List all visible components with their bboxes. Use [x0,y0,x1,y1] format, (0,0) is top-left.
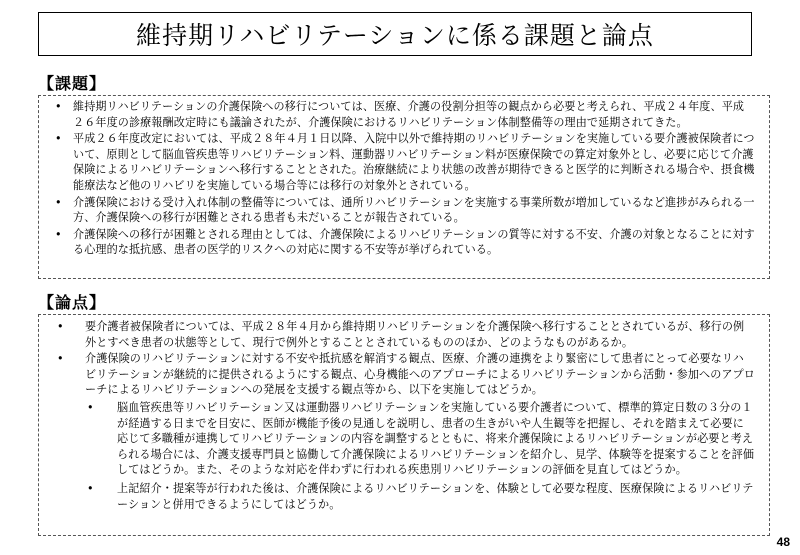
issue-item [55,131,755,193]
point-sublist [85,400,755,512]
page-title-text: 維持期リハビリテーションに係る課題と論点 [136,21,654,50]
issue-text: 維持期リハビリテーションの介護保険への移行については、医療、介護の役割分担等の観点から必要と考えられ、平成２４年度、平成２６年度の診療報酬改定時にも議論されたが、介護保険におけるリハビリテーション体制整備等の理由で延期されてきた。 [73,100,745,129]
bullet-icon: • [87,400,94,414]
point-subitem [85,481,755,512]
points-heading: 【論点】 [38,293,107,312]
issue-item [55,195,755,226]
issues-list [55,99,755,258]
issue-item [55,227,755,258]
issue-item [55,99,755,130]
bullet-icon: • [55,195,62,209]
page-title [38,12,752,56]
point-subitem [85,400,755,478]
bullet-icon: • [55,132,62,146]
bullet-icon: • [55,100,62,113]
issues-box [38,95,770,279]
issues-heading: 【課題】 [38,74,107,93]
point-item [55,351,755,512]
bullet-icon: • [57,352,64,366]
page-number: 48 [776,535,790,549]
issue-text: 介護保険への移行が困難とされる理由としては、介護保険によるリハビリテーションの質等に対する不安、介護の対象となることに対する心理的な抵抗感、患者の医学的リスクへの対応に関する不安等が挙げられている。 [73,227,755,257]
point-text: 介護保険のリハビリテーションに対する不安や抵抗感を解消する観点、医療、介護の連携をより緊密にして患者にとって必要なリハビリテーションが継続的に提供されるようにする観点、心身機能へのアプローチによるリハビリテーションから活動・参加へのアプローチによるリハビリテーションへの発展を支援する観点等から、以下を実施してはどうか。 [85,352,755,397]
bullet-icon: • [57,320,64,333]
point-subitem-text: 脳血管疾患等リハビリテーション又は運動器リハビリテーションを実施している要介護者について、標準的算定日数の３分の１が経過する日までを目安に、医師が機能予後の見通しを説明し、患者の生きがいや人生観等を把握し、それを踏まえて必要に応じて多職種が連携してリハビリテーションの内容を調整するとともに、将来介護保険によるリハビリテーションが必要と考えられる場合には、介護支援専門員と協働して介護保険によるリハビリテーションを紹介し、見学、体験等を提案することを評価してはどうか。また、そのような対応を伴わずに行われる疾患別リハビリテーションの評価を見直してはどうか。 [117,400,755,477]
points-box [38,314,770,536]
issue-text: 平成２６年度改定においては、平成２８年４月１日以降、入院中以外で維持期のリハビリテーションを実施している要介護被保険者について、原則として脳血管疾患等リハビリテーション料、運動器リハビリテーション料が医療保険での算定対象外とし、必要に応じて介護保険によるリハビリテーションへ移行することとされた。治療継続により状態の改善が期待できると医学的に判断される場合や、摂食機能療法など他のリハビリを実施している場合等には移行の対象外とされている。 [73,132,755,192]
bullet-icon: • [87,481,94,495]
point-text: 要介護者被保険者については、平成２８年４月から維持期リハビリテーションを介護保険へ移行することとされているが、移行の例外とすべき患者の状態等として、現行で例外とすることとされているもののほか、どのようなものがあるか。 [85,320,745,349]
point-item [55,319,755,350]
issue-text: 介護保険における受け入れ体制の整備等については、通所リハビリテーションを実施する事業所数が増加しているなど進捗がみられる一方、介護保険への移行が困難とされる患者も未だいることが報告されている。 [73,195,755,225]
bullet-icon: • [55,227,62,241]
points-list [55,319,755,512]
point-subitem-text: 上記紹介・提案等が行われた後は、介護保険によるリハビリテーションを、体験として必要な程度、医療保険によるリハビリテーションと併用できるようにしてはどうか。 [117,481,754,511]
